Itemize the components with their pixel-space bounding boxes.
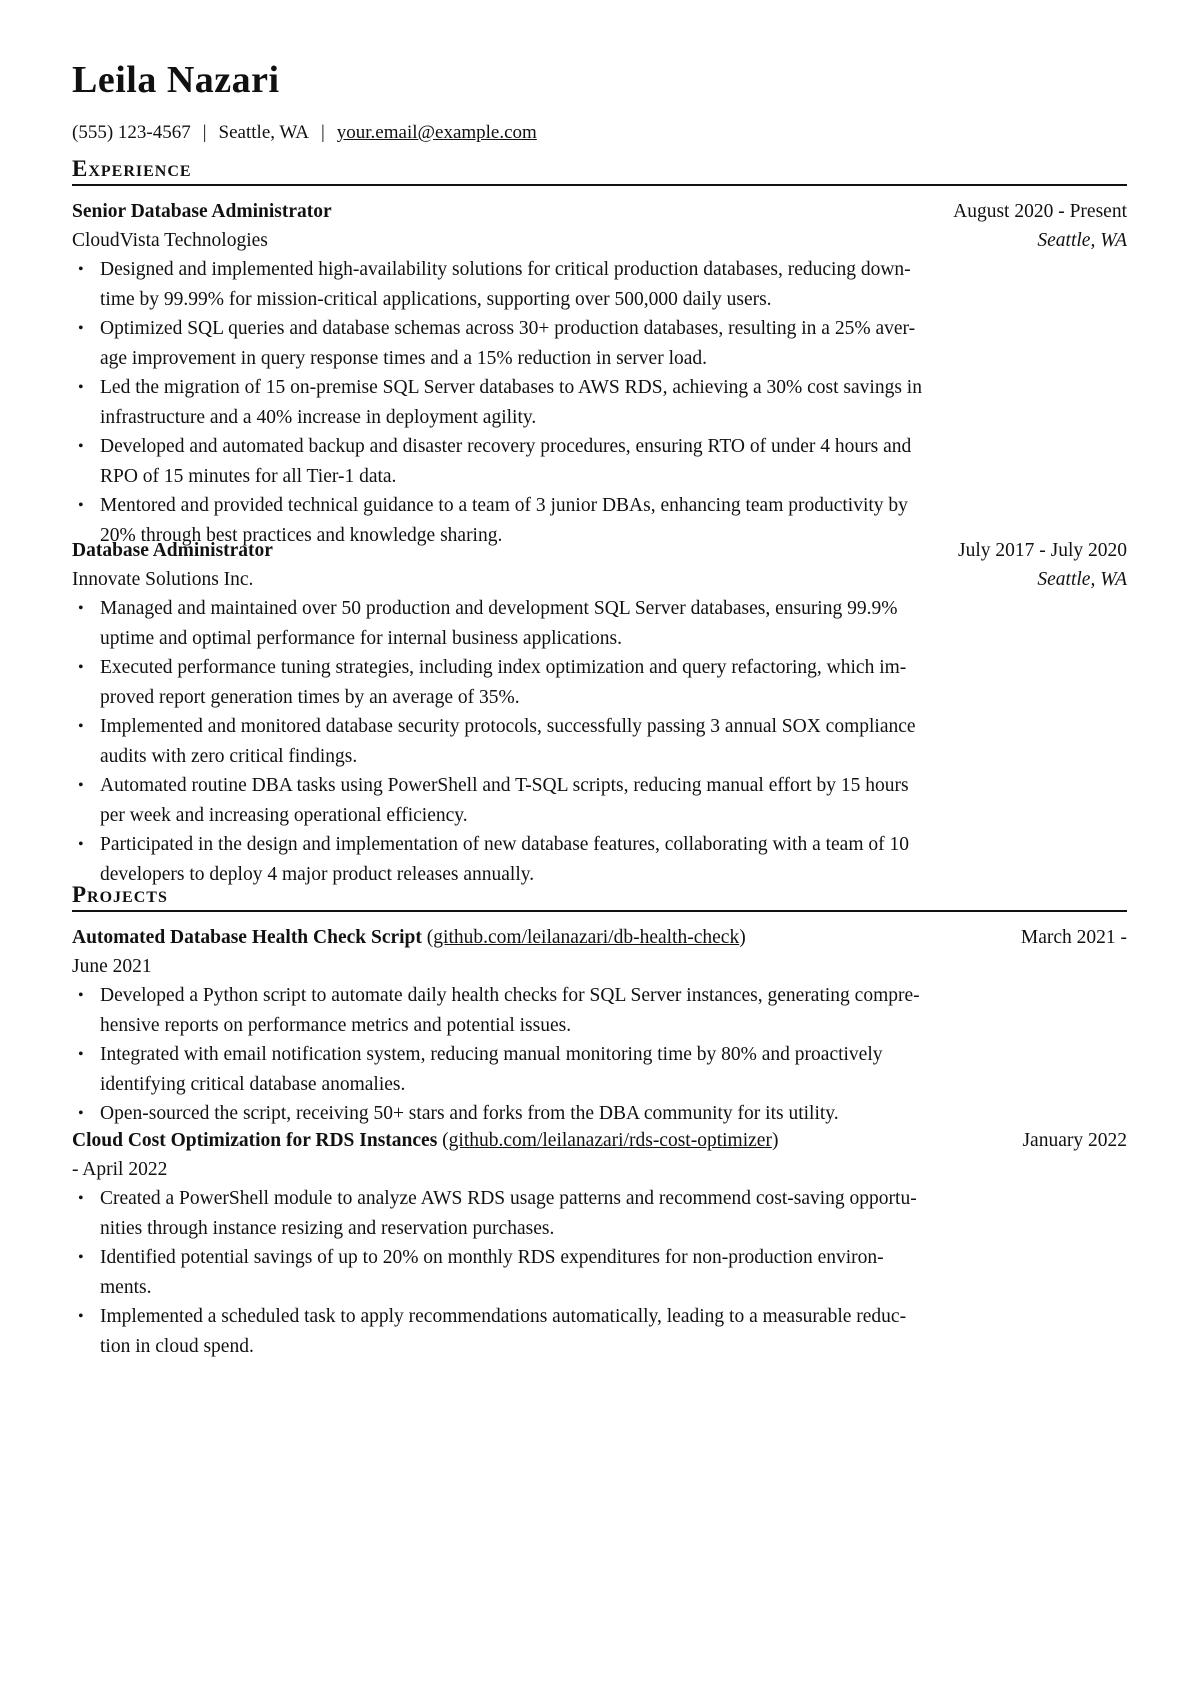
- bullet-item: • Mentored and provided technical guidance to a team of 3 junior DBAs, enhancing team productivity by 20% through best practices and knowledge sharing.: [72, 491, 1127, 550]
- bullet-item: • Integrated with email notification system, reducing manual monitoring time by 80% and proactively identifying critical database anomalies.: [72, 1040, 1127, 1099]
- email-link[interactable]: your.email@example.com: [336, 122, 537, 143]
- bullet-item: • Open-sourced the script, receiving 50+ stars and forks from the DBA community for its utility.: [72, 1099, 1127, 1129]
- bullet-item: • Participated in the design and implementation of new database features, collaborating with a team of 10 developers to deploy 4 major product releases annually.: [72, 830, 1127, 889]
- bullet-list: [72, 981, 1127, 1129]
- bullet-item: • Identified potential savings of up to 20% on monthly RDS expenditures for non-production environ- ments.: [72, 1243, 1127, 1302]
- project-dates-end: - April 2022: [72, 1159, 168, 1180]
- bullet-item: • Implemented and monitored database security protocols, successfully passing 3 annual SOX compliance audits with zero critical findings.: [72, 712, 1127, 771]
- contact-line: [72, 122, 537, 144]
- project-entry: Cloud Cost Optimization for RDS Instances (github.com/leilanazari/rds-cost-optimizer) January 2022 - April 2022 • Created a PowerShell module to analyze AWS RDS usage patterns and recommend cost-saving opportu- nities through instance resizing and reservation purchases. • Identified potential savings of up to 20% on monthly RDS expenditures for non-production environ- ments. • Implemented a scheduled task to apply recommendations automatically, leading to a measurable reduc- tion in cloud spend.: [72, 1126, 1127, 1361]
- job-dates: July 2017 - July 2020: [957, 540, 1127, 561]
- project-link[interactable]: github.com/leilanazari/rds-cost-optimizer: [448, 1130, 772, 1151]
- bullet-list: [72, 594, 1127, 889]
- experience-entry: [72, 536, 1127, 889]
- separator: |: [320, 122, 325, 143]
- bullet-item: • Implemented a scheduled task to apply recommendations automatically, leading to a measurable reduc- tion in cloud spend.: [72, 1302, 1127, 1361]
- project-dates-end: June 2021: [72, 956, 152, 977]
- candidate-name: Leila Nazari: [72, 59, 280, 101]
- bullet-item: • Managed and maintained over 50 production and development SQL Server databases, ensuring 99.9% uptime and optimal performance for internal business applications.: [72, 594, 1127, 653]
- section-title-projects: Projects: [72, 882, 1127, 912]
- experience-entry: [72, 197, 1127, 550]
- bullet-item: • Developed a Python script to automate daily health checks for SQL Server instances, generating compre- hensive reports on performance metrics and potential issues.: [72, 981, 1127, 1040]
- separator: |: [202, 122, 207, 143]
- company-name: CloudVista Technologies: [72, 230, 268, 251]
- bullet-item: • Developed and automated backup and disaster recovery procedures, ensuring RTO of under 4 hours and RPO of 15 minutes for all Tier-1 data.: [72, 432, 1127, 491]
- bullet-item: • Automated routine DBA tasks using PowerShell and T-SQL scripts, reducing manual effort by 15 hours per week and increasing operational efficiency.: [72, 771, 1127, 830]
- project-title: Cloud Cost Optimization for RDS Instances: [72, 1130, 438, 1151]
- bullet-list: [72, 255, 1127, 550]
- job-title: Senior Database Administrator: [72, 201, 332, 222]
- project-dates-start: January 2022: [1022, 1130, 1127, 1151]
- job-title: Database Administrator: [72, 540, 273, 561]
- project-title: Automated Database Health Check Script: [72, 927, 422, 948]
- job-location: Seattle, WA: [1037, 569, 1127, 590]
- project-dates-start: March 2021 -: [1020, 927, 1127, 948]
- company-name: Innovate Solutions Inc.: [72, 569, 254, 590]
- bullet-item: • Designed and implemented high-availability solutions for critical production databases, reducing down- time by 99.99% for mission-critical applications, supporting over 500,000 daily users.: [72, 255, 1127, 314]
- bullet-list: [72, 1184, 1127, 1361]
- bullet-item: • Led the migration of 15 on-premise SQL Server databases to AWS RDS, achieving a 30% cost savings in infrastructure and a 40% increase in deployment agility.: [72, 373, 1127, 432]
- project-link[interactable]: github.com/leilanazari/db-health-check: [433, 927, 740, 948]
- job-dates: August 2020 - Present: [953, 201, 1127, 222]
- job-location: Seattle, WA: [1037, 230, 1127, 251]
- bullet-item: • Executed performance tuning strategies, including index optimization and query refactoring, which im- proved report generation times by an average of 35%.: [72, 653, 1127, 712]
- section-title-experience: Experience: [72, 156, 1127, 186]
- bullet-item: • Optimized SQL queries and database schemas across 30+ production databases, resulting in a 25% aver- age improvement in query response times and a 15% reduction in server load.: [72, 314, 1127, 373]
- bullet-item: • Created a PowerShell module to analyze AWS RDS usage patterns and recommend cost-saving opportu- nities through instance resizing and reservation purchases.: [72, 1184, 1127, 1243]
- phone-number: (555) 123-4567: [72, 122, 191, 143]
- location: Seattle, WA: [218, 122, 309, 143]
- project-entry: Automated Database Health Check Script (github.com/leilanazari/db-health-check) March 2021 - June 2021 • Developed a Python script to automate daily health checks for SQL Server instances, generating compre- hensive reports on performance metrics and potential issues. • Integrated with email notification system, reducing manual monitoring time by 80% and proactively identifying critical database anomalies. • Open-sourced the script, receiving 50+ stars and forks from the DBA community for its utility.: [72, 923, 1127, 1129]
